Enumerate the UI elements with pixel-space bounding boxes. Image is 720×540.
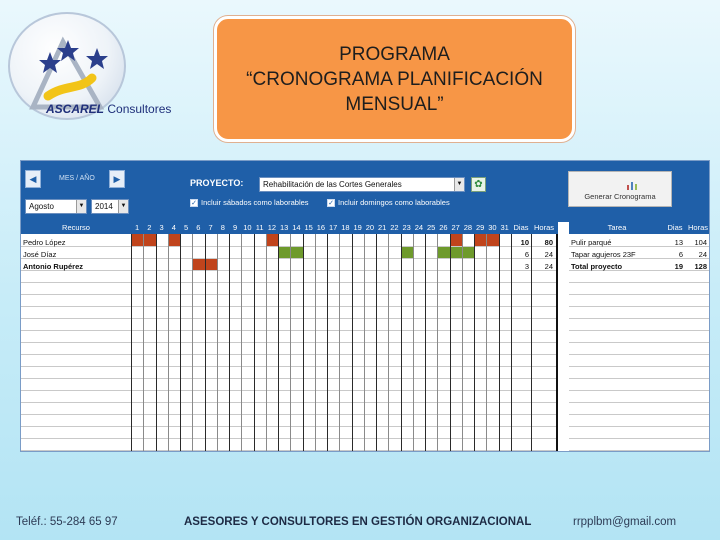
next-month-button[interactable] — [109, 170, 125, 188]
schedule-cell — [450, 234, 462, 246]
resource-hours: 24 — [544, 262, 553, 271]
include-sundays-checkbox[interactable] — [327, 198, 450, 207]
header-day: 28 — [463, 223, 473, 232]
task-days: 13 — [674, 238, 683, 247]
grid-col-line — [143, 234, 144, 452]
grid-row-line — [569, 438, 710, 439]
grid-col-line — [499, 234, 500, 452]
task-hours: 128 — [694, 262, 707, 271]
header-day: 20 — [365, 223, 375, 232]
column-separator-line — [556, 234, 558, 452]
grid-col-line — [388, 234, 389, 452]
grid-col-line — [303, 234, 304, 452]
schedule-cell — [437, 246, 449, 258]
header-day: 15 — [304, 223, 313, 232]
grid-col-line — [450, 234, 451, 452]
grid-row-line — [569, 354, 710, 355]
header-day: 21 — [377, 223, 387, 232]
header-day: 7 — [208, 223, 213, 232]
grid-col-line — [531, 234, 532, 452]
schedule-cell — [143, 234, 155, 246]
grid-col-line — [462, 234, 463, 452]
grid-col-line — [192, 234, 193, 452]
header-day: 1 — [135, 223, 140, 232]
grid-row-line — [569, 282, 710, 283]
header-recurso: Recurso — [62, 223, 90, 232]
bar-chart-icon — [627, 180, 637, 190]
grid-col-line — [290, 234, 291, 452]
grid-col-line — [511, 234, 512, 452]
header-day: 12 — [267, 223, 277, 232]
resource-name: José Díaz — [23, 250, 57, 259]
resource-days: 3 — [524, 262, 529, 271]
grid-col-line — [425, 234, 426, 452]
schedule-cell — [290, 246, 302, 258]
grid-col-line — [364, 234, 365, 452]
footer-tagline: ASESORES Y CONSULTORES EN GESTIÓN ORGANIZACIONAL — [184, 516, 532, 528]
header-day: 10 — [243, 223, 252, 232]
chevron-down-icon: ▼ — [118, 200, 128, 213]
schedule-cell — [205, 258, 217, 270]
grid-row-line — [569, 414, 710, 415]
month-select[interactable] — [25, 199, 87, 214]
chevron-down-icon: ▼ — [76, 200, 86, 213]
header-dias: Dias — [513, 223, 529, 232]
header-day: 18 — [341, 223, 350, 232]
grid-row-line — [569, 318, 710, 319]
schedule-cell — [192, 258, 204, 270]
resource-days: 10 — [520, 238, 529, 247]
column-separator — [558, 222, 569, 452]
task-hours: 24 — [698, 250, 707, 259]
year-value: 2014 — [95, 202, 113, 211]
header-day: 30 — [488, 223, 497, 232]
schedule-cell — [131, 234, 143, 246]
title-line-1: PROGRAMA — [339, 43, 450, 65]
grid-col-line — [352, 234, 353, 452]
grid-row-line — [569, 402, 710, 403]
header-day: 14 — [292, 223, 301, 232]
project-select[interactable] — [259, 177, 465, 192]
schedule-cell — [278, 246, 290, 258]
grid-row-line — [569, 390, 710, 391]
logo-suffix: Consultores — [107, 102, 172, 116]
prev-month-button[interactable] — [25, 170, 41, 188]
project-value: Rehabilitación de las Cortes Generales — [263, 180, 402, 189]
header-day: 19 — [353, 223, 362, 232]
grid-col-line — [241, 234, 242, 452]
header-day: 4 — [171, 223, 176, 232]
grid-row-line — [569, 330, 710, 331]
task-days: 6 — [678, 250, 683, 259]
header-day: 24 — [414, 223, 424, 232]
resource-hours: 24 — [544, 250, 553, 259]
include-saturdays-label: Incluir sábados como laborables — [201, 198, 309, 207]
header-day: 2 — [147, 223, 152, 232]
header-day: 9 — [233, 223, 238, 232]
header-day: 16 — [316, 223, 326, 232]
grid-col-line — [156, 234, 157, 452]
grid-col-line — [131, 234, 132, 452]
header-day: 11 — [255, 223, 264, 232]
schedule-cell — [486, 234, 498, 246]
grid-row-line — [569, 426, 710, 427]
checkbox-checked-icon: ✓ — [328, 199, 334, 207]
grid-col-line — [339, 234, 340, 452]
schedule-cell — [266, 234, 278, 246]
header-day: 5 — [184, 223, 189, 232]
grid-col-line — [327, 234, 328, 452]
header-day: 27 — [451, 223, 460, 232]
header-day: 3 — [159, 223, 164, 232]
footer-phone: Teléf.: 55-284 65 97 — [16, 516, 118, 528]
schedule-cell — [450, 246, 462, 258]
include-sundays-label: Incluir domingos como laborables — [338, 198, 450, 207]
generate-button-label: Generar Cronograma — [584, 192, 656, 201]
schedule-cell — [462, 246, 474, 258]
refresh-icon[interactable]: ✿ — [471, 177, 486, 192]
grid-col-line — [401, 234, 402, 452]
grid-col-line — [376, 234, 377, 452]
month-value: Agosto — [29, 202, 54, 211]
grid-col-line — [266, 234, 267, 452]
schedule-cell — [168, 234, 180, 246]
resource-days: 6 — [524, 250, 529, 259]
grid-col-line — [180, 234, 181, 452]
grid-row-line — [569, 342, 710, 343]
grid-col-line — [229, 234, 230, 452]
grid-row-line — [569, 378, 710, 379]
grid-row-line — [569, 366, 710, 367]
chevron-down-icon: ▼ — [454, 178, 464, 191]
task-days: 19 — [674, 262, 683, 271]
task-hours: 104 — [694, 238, 707, 247]
header-horas: Horas — [533, 223, 554, 232]
header-horas-tarea: Horas — [687, 223, 708, 232]
task-name: Total proyecto — [571, 262, 623, 271]
header-day: 29 — [475, 223, 485, 232]
project-label: PROYECTO: — [190, 178, 244, 188]
header-day: 22 — [390, 223, 399, 232]
header-day: 26 — [439, 223, 448, 232]
arrow-left-icon: ◀ — [29, 173, 37, 184]
task-name: Pulir parqué — [571, 238, 612, 247]
grid-col-line — [217, 234, 218, 452]
grid-col-line — [413, 234, 414, 452]
header-day: 8 — [220, 223, 225, 232]
logo-text — [46, 102, 171, 116]
generate-schedule-button[interactable] — [568, 171, 672, 207]
schedule-cell — [401, 246, 413, 258]
checkbox-checked-icon: ✓ — [191, 199, 197, 207]
logo-brand: ASCAREL — [46, 102, 105, 116]
title-line-3: MENSUAL” — [345, 93, 444, 115]
grid-row-line — [569, 450, 710, 451]
spreadsheet-window — [20, 160, 710, 452]
resource-name: Antonio Rupérez — [23, 262, 83, 271]
title-line-2: “CRONOGRAMA PLANIFICACIÓN — [246, 68, 543, 90]
header-day: 17 — [328, 223, 338, 232]
grid-col-line — [315, 234, 316, 452]
grid-row-line — [569, 294, 710, 295]
month-year-label: MES / AÑO — [59, 175, 95, 182]
header-dias-tarea: Dias — [667, 223, 683, 232]
header-day: 13 — [279, 223, 289, 232]
header-day: 6 — [196, 223, 201, 232]
resource-name: Pedro López — [23, 238, 66, 247]
arrow-right-icon: ▶ — [113, 173, 121, 184]
header-day: 31 — [500, 223, 509, 232]
grid-col-line — [278, 234, 279, 452]
grid-col-line — [168, 234, 169, 452]
header-day: 23 — [402, 223, 411, 232]
title-box — [214, 16, 575, 142]
schedule-cell — [474, 234, 486, 246]
footer-email[interactable]: rrpplbm@gmail.com — [573, 516, 677, 528]
company-logo — [8, 12, 172, 122]
grid-col-line — [474, 234, 475, 452]
year-select[interactable] — [91, 199, 129, 214]
task-name: Tapar agujeros 23F — [571, 250, 636, 259]
header-tarea: Tarea — [607, 223, 627, 232]
include-saturdays-checkbox[interactable] — [190, 198, 309, 207]
grid-col-line — [486, 234, 487, 452]
grid-row-line — [569, 306, 710, 307]
header-day: 25 — [426, 223, 436, 232]
grid-col-line — [254, 234, 255, 452]
resource-hours: 80 — [544, 238, 553, 247]
grid-col-line — [205, 234, 206, 452]
grid-col-line — [437, 234, 438, 452]
